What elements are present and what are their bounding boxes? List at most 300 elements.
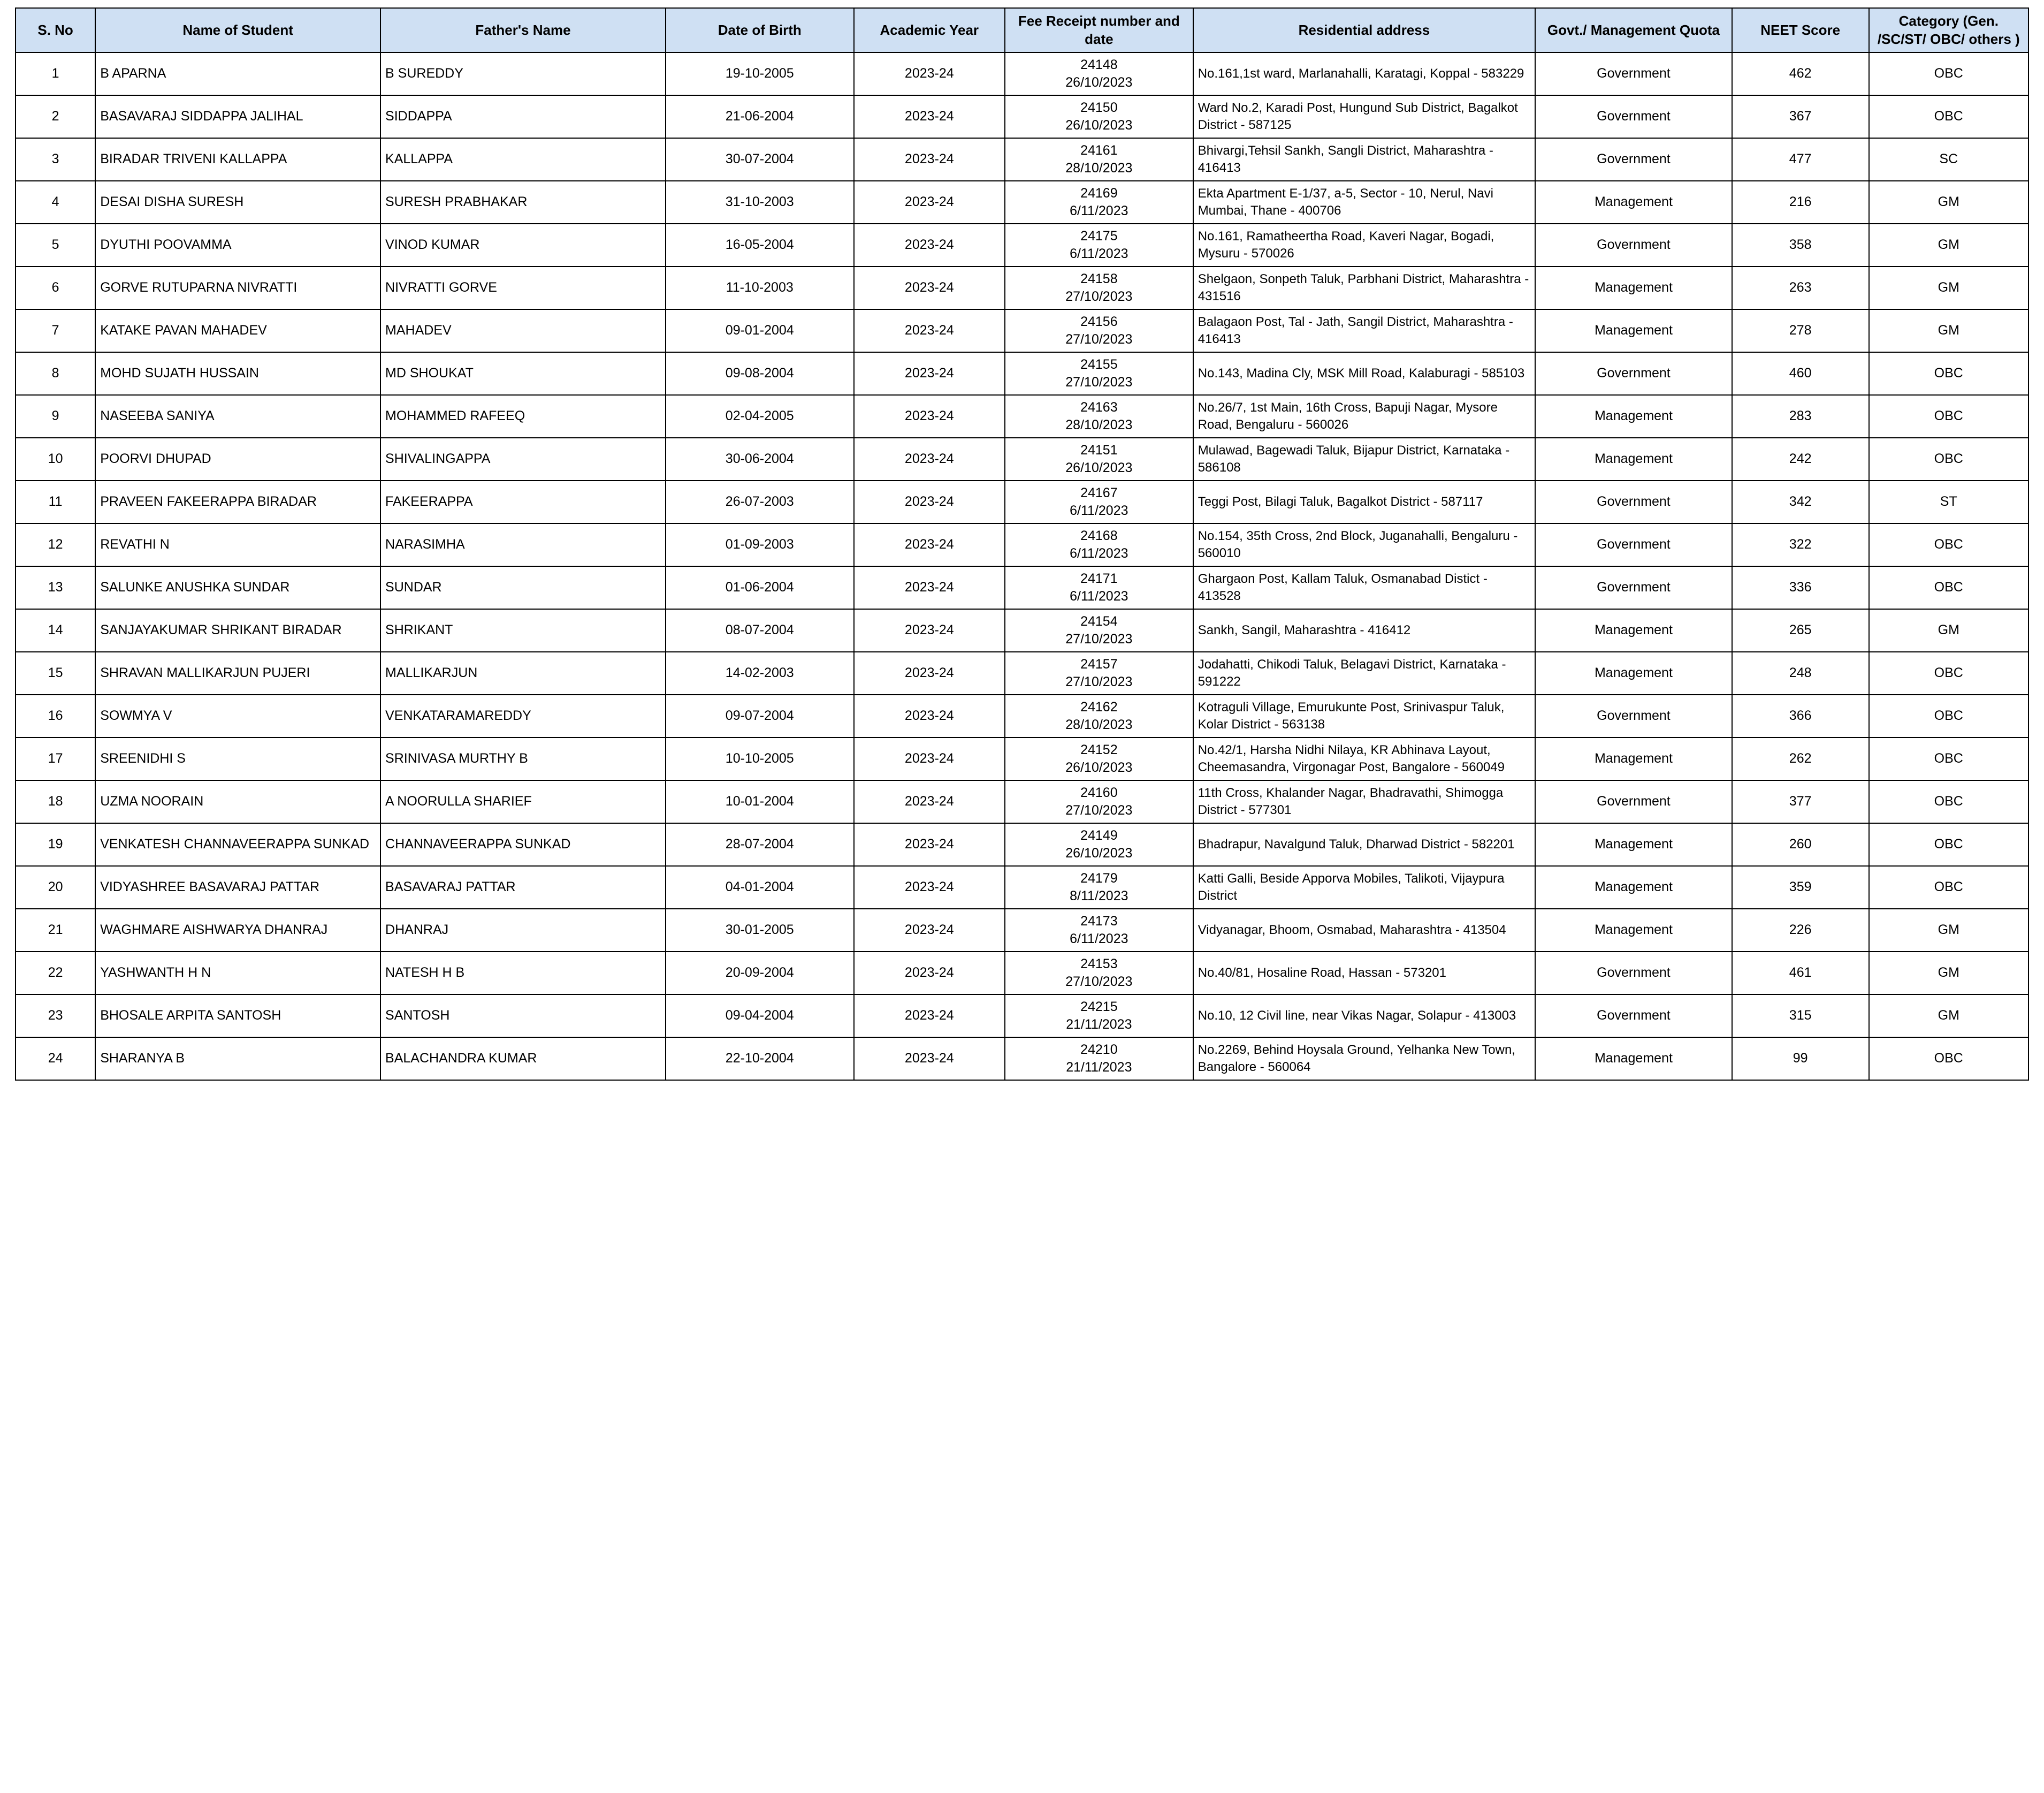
table-row <box>16 138 2028 181</box>
fee-receipt-number: 24157 <box>1080 656 1118 672</box>
cell-date-of-birth: 01-09-2003 <box>666 523 854 566</box>
cell-residential-address: Ward No.2, Karadi Post, Hungund Sub District, Bagalkot District - 587125 <box>1193 95 1535 138</box>
cell-fee-receipt <box>1005 523 1193 566</box>
cell-academic-year: 2023-24 <box>854 267 1005 309</box>
cell-academic-year: 2023-24 <box>854 609 1005 652</box>
cell-category: OBC <box>1869 866 2028 909</box>
cell-quota: Management <box>1535 866 1732 909</box>
cell-date-of-birth: 16-05-2004 <box>666 224 854 267</box>
cell-residential-address: No.154, 35th Cross, 2nd Block, Juganahalli, Bengaluru - 560010 <box>1193 523 1535 566</box>
cell-academic-year: 2023-24 <box>854 909 1005 952</box>
cell-residential-address: Teggi Post, Bilagi Taluk, Bagalkot District - 587117 <box>1193 481 1535 523</box>
cell-category: GM <box>1869 224 2028 267</box>
cell-category: OBC <box>1869 823 2028 866</box>
cell-neet-score: 262 <box>1732 738 1869 780</box>
table-row <box>16 224 2028 267</box>
cell-fee-receipt <box>1005 738 1193 780</box>
cell-student-name: MOHD SUJATH HUSSAIN <box>95 352 380 395</box>
column-header-residential-address: Residential address <box>1193 8 1535 52</box>
fee-receipt-number: 24154 <box>1080 613 1118 629</box>
cell-date-of-birth: 09-08-2004 <box>666 352 854 395</box>
cell-sno: 21 <box>16 909 95 952</box>
cell-residential-address: No.161,1st ward, Marlanahalli, Karatagi, Koppal - 583229 <box>1193 52 1535 95</box>
cell-academic-year: 2023-24 <box>854 395 1005 438</box>
cell-sno: 18 <box>16 780 95 823</box>
cell-student-name: BHOSALE ARPITA SANTOSH <box>95 994 380 1037</box>
cell-sno: 15 <box>16 652 95 695</box>
cell-student-name: POORVI DHUPAD <box>95 438 380 481</box>
column-header-neet-score: NEET Score <box>1732 8 1869 52</box>
fee-receipt-number: 24168 <box>1080 528 1118 543</box>
fee-receipt-number: 24151 <box>1080 442 1118 458</box>
cell-sno: 7 <box>16 309 95 352</box>
cell-fee-receipt <box>1005 267 1193 309</box>
column-header-category: Category (Gen. /SC/ST/ OBC/ others ) <box>1869 8 2028 52</box>
cell-student-name: PRAVEEN FAKEERAPPA BIRADAR <box>95 481 380 523</box>
cell-category: OBC <box>1869 95 2028 138</box>
cell-category: OBC <box>1869 566 2028 609</box>
cell-student-name: YASHWANTH H N <box>95 952 380 994</box>
cell-date-of-birth: 22-10-2004 <box>666 1037 854 1080</box>
cell-student-name: VIDYASHREE BASAVARAJ PATTAR <box>95 866 380 909</box>
cell-student-name: SANJAYAKUMAR SHRIKANT BIRADAR <box>95 609 380 652</box>
column-header-father-name: Father's Name <box>380 8 666 52</box>
fee-receipt-number: 24162 <box>1080 699 1118 715</box>
fee-receipt-date: 26/10/2023 <box>1065 759 1133 775</box>
cell-father-name: MAHADEV <box>380 309 666 352</box>
cell-neet-score: 461 <box>1732 952 1869 994</box>
cell-quota: Management <box>1535 395 1732 438</box>
table-row <box>16 267 2028 309</box>
table-row <box>16 395 2028 438</box>
cell-fee-receipt <box>1005 952 1193 994</box>
cell-category: OBC <box>1869 523 2028 566</box>
fee-receipt-number: 24150 <box>1080 100 1118 115</box>
cell-academic-year: 2023-24 <box>854 224 1005 267</box>
cell-academic-year: 2023-24 <box>854 352 1005 395</box>
cell-residential-address: 11th Cross, Khalander Nagar, Bhadravathi, Shimogga District - 577301 <box>1193 780 1535 823</box>
student-admissions-table <box>15 7 2029 1081</box>
cell-sno: 11 <box>16 481 95 523</box>
cell-residential-address: Jodahatti, Chikodi Taluk, Belagavi District, Karnataka - 591222 <box>1193 652 1535 695</box>
cell-date-of-birth: 01-06-2004 <box>666 566 854 609</box>
cell-date-of-birth: 19-10-2005 <box>666 52 854 95</box>
cell-fee-receipt <box>1005 395 1193 438</box>
cell-academic-year: 2023-24 <box>854 566 1005 609</box>
table-row <box>16 609 2028 652</box>
fee-receipt-number: 24155 <box>1080 356 1118 372</box>
table-row <box>16 95 2028 138</box>
cell-father-name: SUNDAR <box>380 566 666 609</box>
fee-receipt-date: 21/11/2023 <box>1066 1059 1132 1075</box>
fee-receipt-date: 6/11/2023 <box>1070 203 1128 218</box>
cell-father-name: SHRIKANT <box>380 609 666 652</box>
cell-fee-receipt <box>1005 224 1193 267</box>
fee-receipt-date: 26/10/2023 <box>1065 845 1133 861</box>
cell-residential-address: Shelgaon, Sonpeth Taluk, Parbhani District, Maharashtra - 431516 <box>1193 267 1535 309</box>
cell-category: OBC <box>1869 738 2028 780</box>
cell-category: GM <box>1869 909 2028 952</box>
fee-receipt-number: 24167 <box>1080 485 1118 500</box>
cell-sno: 13 <box>16 566 95 609</box>
cell-student-name: REVATHI N <box>95 523 380 566</box>
cell-sno: 12 <box>16 523 95 566</box>
table-row <box>16 994 2028 1037</box>
cell-date-of-birth: 09-07-2004 <box>666 695 854 738</box>
cell-fee-receipt <box>1005 138 1193 181</box>
cell-academic-year: 2023-24 <box>854 481 1005 523</box>
fee-receipt-date: 6/11/2023 <box>1070 246 1128 261</box>
table-row <box>16 523 2028 566</box>
cell-father-name: FAKEERAPPA <box>380 481 666 523</box>
fee-receipt-date: 27/10/2023 <box>1065 674 1133 689</box>
cell-academic-year: 2023-24 <box>854 181 1005 224</box>
cell-category: GM <box>1869 181 2028 224</box>
fee-receipt-number: 24169 <box>1080 185 1118 201</box>
cell-neet-score: 336 <box>1732 566 1869 609</box>
cell-category: OBC <box>1869 352 2028 395</box>
table-row <box>16 309 2028 352</box>
cell-date-of-birth: 30-06-2004 <box>666 438 854 481</box>
cell-father-name: VENKATARAMAREDDY <box>380 695 666 738</box>
cell-fee-receipt <box>1005 866 1193 909</box>
cell-residential-address: No.2269, Behind Hoysala Ground, Yelhanka New Town, Bangalore - 560064 <box>1193 1037 1535 1080</box>
cell-quota: Management <box>1535 1037 1732 1080</box>
cell-student-name: SHRAVAN MALLIKARJUN PUJERI <box>95 652 380 695</box>
cell-sno: 14 <box>16 609 95 652</box>
cell-residential-address: Vidyanagar, Bhoom, Osmabad, Maharashtra - 413504 <box>1193 909 1535 952</box>
cell-category: ST <box>1869 481 2028 523</box>
cell-sno: 4 <box>16 181 95 224</box>
cell-quota: Management <box>1535 181 1732 224</box>
fee-receipt-number: 24179 <box>1080 870 1118 886</box>
cell-sno: 24 <box>16 1037 95 1080</box>
cell-sno: 5 <box>16 224 95 267</box>
cell-father-name: BASAVARAJ PATTAR <box>380 866 666 909</box>
table-row <box>16 780 2028 823</box>
cell-quota: Management <box>1535 609 1732 652</box>
cell-neet-score: 367 <box>1732 95 1869 138</box>
cell-category: GM <box>1869 267 2028 309</box>
cell-quota: Government <box>1535 994 1732 1037</box>
cell-neet-score: 460 <box>1732 352 1869 395</box>
cell-student-name: WAGHMARE AISHWARYA DHANRAJ <box>95 909 380 952</box>
cell-fee-receipt <box>1005 352 1193 395</box>
cell-residential-address: Katti Galli, Beside Apporva Mobiles, Talikoti, Vijaypura District <box>1193 866 1535 909</box>
cell-sno: 19 <box>16 823 95 866</box>
cell-student-name: GORVE RUTUPARNA NIVRATTI <box>95 267 380 309</box>
cell-student-name: BASAVARAJ SIDDAPPA JALIHAL <box>95 95 380 138</box>
column-header-fee-receipt: Fee Receipt number and date <box>1005 8 1193 52</box>
table-row <box>16 52 2028 95</box>
table-row <box>16 866 2028 909</box>
cell-student-name: UZMA NOORAIN <box>95 780 380 823</box>
cell-date-of-birth: 30-07-2004 <box>666 138 854 181</box>
cell-date-of-birth: 09-01-2004 <box>666 309 854 352</box>
fee-receipt-date: 27/10/2023 <box>1065 288 1133 304</box>
table-row <box>16 652 2028 695</box>
cell-sno: 1 <box>16 52 95 95</box>
cell-student-name: SALUNKE ANUSHKA SUNDAR <box>95 566 380 609</box>
cell-neet-score: 242 <box>1732 438 1869 481</box>
cell-fee-receipt <box>1005 95 1193 138</box>
fee-receipt-number: 24163 <box>1080 399 1118 415</box>
cell-academic-year: 2023-24 <box>854 1037 1005 1080</box>
cell-neet-score: 315 <box>1732 994 1869 1037</box>
cell-student-name: SOWMYA V <box>95 695 380 738</box>
cell-sno: 6 <box>16 267 95 309</box>
cell-quota: Government <box>1535 481 1732 523</box>
cell-category: OBC <box>1869 695 2028 738</box>
cell-date-of-birth: 28-07-2004 <box>666 823 854 866</box>
cell-father-name: SHIVALINGAPPA <box>380 438 666 481</box>
cell-neet-score: 322 <box>1732 523 1869 566</box>
cell-residential-address: No.26/7, 1st Main, 16th Cross, Bapuji Nagar, Mysore Road, Bengaluru - 560026 <box>1193 395 1535 438</box>
cell-date-of-birth: 02-04-2005 <box>666 395 854 438</box>
fee-receipt-number: 24171 <box>1080 571 1118 586</box>
cell-father-name: DHANRAJ <box>380 909 666 952</box>
cell-quota: Government <box>1535 780 1732 823</box>
cell-father-name: SIDDAPPA <box>380 95 666 138</box>
cell-quota: Management <box>1535 267 1732 309</box>
cell-father-name: MD SHOUKAT <box>380 352 666 395</box>
fee-receipt-date: 6/11/2023 <box>1070 545 1128 561</box>
cell-residential-address: No.10, 12 Civil line, near Vikas Nagar, Solapur - 413003 <box>1193 994 1535 1037</box>
cell-academic-year: 2023-24 <box>854 738 1005 780</box>
table-row <box>16 952 2028 994</box>
fee-receipt-date: 28/10/2023 <box>1065 160 1133 176</box>
cell-father-name: CHANNAVEERAPPA SUNKAD <box>380 823 666 866</box>
cell-academic-year: 2023-24 <box>854 138 1005 181</box>
cell-student-name: SHARANYA B <box>95 1037 380 1080</box>
cell-fee-receipt <box>1005 481 1193 523</box>
cell-residential-address: No.161, Ramatheertha Road, Kaveri Nagar, Bogadi, Mysuru - 570026 <box>1193 224 1535 267</box>
cell-sno: 10 <box>16 438 95 481</box>
cell-academic-year: 2023-24 <box>854 823 1005 866</box>
table-row <box>16 566 2028 609</box>
fee-receipt-date: 27/10/2023 <box>1065 802 1133 818</box>
cell-residential-address: Bhadrapur, Navalgund Taluk, Dharwad District - 582201 <box>1193 823 1535 866</box>
cell-date-of-birth: 04-01-2004 <box>666 866 854 909</box>
fee-receipt-number: 24149 <box>1080 827 1118 843</box>
cell-residential-address: Ekta Apartment E-1/37, a-5, Sector - 10, Nerul, Navi Mumbai, Thane - 400706 <box>1193 181 1535 224</box>
fee-receipt-number: 24215 <box>1080 999 1118 1014</box>
cell-date-of-birth: 09-04-2004 <box>666 994 854 1037</box>
fee-receipt-date: 26/10/2023 <box>1065 74 1133 90</box>
cell-quota: Government <box>1535 566 1732 609</box>
cell-quota: Government <box>1535 352 1732 395</box>
cell-sno: 8 <box>16 352 95 395</box>
cell-category: OBC <box>1869 1037 2028 1080</box>
cell-residential-address: Mulawad, Bagewadi Taluk, Bijapur District, Karnataka - 586108 <box>1193 438 1535 481</box>
cell-neet-score: 278 <box>1732 309 1869 352</box>
cell-residential-address: Balagaon Post, Tal - Jath, Sangil District, Maharashtra - 416413 <box>1193 309 1535 352</box>
cell-academic-year: 2023-24 <box>854 523 1005 566</box>
cell-academic-year: 2023-24 <box>854 866 1005 909</box>
cell-sno: 23 <box>16 994 95 1037</box>
table-header <box>16 8 2028 52</box>
fee-receipt-date: 27/10/2023 <box>1065 974 1133 989</box>
cell-neet-score: 265 <box>1732 609 1869 652</box>
fee-receipt-number: 24156 <box>1080 314 1118 329</box>
table-row <box>16 1037 2028 1080</box>
table-row <box>16 181 2028 224</box>
table-row <box>16 738 2028 780</box>
cell-student-name: VENKATESH CHANNAVEERAPPA SUNKAD <box>95 823 380 866</box>
fee-receipt-date: 28/10/2023 <box>1065 717 1133 732</box>
cell-academic-year: 2023-24 <box>854 994 1005 1037</box>
cell-academic-year: 2023-24 <box>854 780 1005 823</box>
cell-residential-address: Kotraguli Village, Emurukunte Post, Srinivaspur Taluk, Kolar District - 563138 <box>1193 695 1535 738</box>
cell-student-name: NASEEBA SANIYA <box>95 395 380 438</box>
cell-academic-year: 2023-24 <box>854 652 1005 695</box>
cell-neet-score: 248 <box>1732 652 1869 695</box>
cell-student-name: DESAI DISHA SURESH <box>95 181 380 224</box>
cell-fee-receipt <box>1005 52 1193 95</box>
cell-father-name: VINOD KUMAR <box>380 224 666 267</box>
cell-fee-receipt <box>1005 181 1193 224</box>
cell-quota: Government <box>1535 224 1732 267</box>
cell-student-name: B APARNA <box>95 52 380 95</box>
fee-receipt-number: 24175 <box>1080 228 1118 244</box>
cell-student-name: DYUTHI POOVAMMA <box>95 224 380 267</box>
cell-residential-address: Ghargaon Post, Kallam Taluk, Osmanabad Distict - 413528 <box>1193 566 1535 609</box>
column-header-academic-year: Academic Year <box>854 8 1005 52</box>
cell-quota: Government <box>1535 95 1732 138</box>
cell-category: OBC <box>1869 652 2028 695</box>
cell-fee-receipt <box>1005 1037 1193 1080</box>
cell-father-name: NIVRATTI GORVE <box>380 267 666 309</box>
cell-sno: 17 <box>16 738 95 780</box>
cell-academic-year: 2023-24 <box>854 52 1005 95</box>
cell-father-name: MALLIKARJUN <box>380 652 666 695</box>
cell-academic-year: 2023-24 <box>854 438 1005 481</box>
cell-date-of-birth: 21-06-2004 <box>666 95 854 138</box>
table-row <box>16 909 2028 952</box>
fee-receipt-date: 6/11/2023 <box>1070 588 1128 604</box>
cell-neet-score: 342 <box>1732 481 1869 523</box>
cell-father-name: B SUREDDY <box>380 52 666 95</box>
cell-category: SC <box>1869 138 2028 181</box>
cell-residential-address: No.40/81, Hosaline Road, Hassan - 573201 <box>1193 952 1535 994</box>
cell-quota: Government <box>1535 52 1732 95</box>
cell-category: GM <box>1869 609 2028 652</box>
cell-quota: Government <box>1535 952 1732 994</box>
fee-receipt-number: 24173 <box>1080 913 1118 929</box>
cell-category: GM <box>1869 309 2028 352</box>
table-row <box>16 823 2028 866</box>
table-row <box>16 481 2028 523</box>
column-header-student-name: Name of Student <box>95 8 380 52</box>
cell-student-name: SREENIDHI S <box>95 738 380 780</box>
cell-academic-year: 2023-24 <box>854 695 1005 738</box>
cell-father-name: NATESH H B <box>380 952 666 994</box>
cell-sno: 9 <box>16 395 95 438</box>
cell-fee-receipt <box>1005 909 1193 952</box>
cell-academic-year: 2023-24 <box>854 309 1005 352</box>
fee-receipt-date: 6/11/2023 <box>1070 931 1128 946</box>
cell-category: OBC <box>1869 395 2028 438</box>
cell-category: OBC <box>1869 780 2028 823</box>
cell-residential-address: No.42/1, Harsha Nidhi Nilaya, KR Abhinava Layout, Cheemasandra, Virgonagar Post, Bangalore - 560049 <box>1193 738 1535 780</box>
cell-sno: 16 <box>16 695 95 738</box>
fee-receipt-date: 27/10/2023 <box>1065 631 1133 647</box>
cell-academic-year: 2023-24 <box>854 952 1005 994</box>
cell-date-of-birth: 26-07-2003 <box>666 481 854 523</box>
cell-neet-score: 216 <box>1732 181 1869 224</box>
table-row <box>16 695 2028 738</box>
cell-date-of-birth: 11-10-2003 <box>666 267 854 309</box>
cell-fee-receipt <box>1005 780 1193 823</box>
cell-student-name: KATAKE PAVAN MAHADEV <box>95 309 380 352</box>
cell-category: GM <box>1869 994 2028 1037</box>
fee-receipt-number: 24153 <box>1080 956 1118 971</box>
fee-receipt-date: 6/11/2023 <box>1070 503 1128 518</box>
cell-quota: Government <box>1535 138 1732 181</box>
cell-neet-score: 359 <box>1732 866 1869 909</box>
fee-receipt-date: 21/11/2023 <box>1066 1016 1132 1032</box>
cell-father-name: SANTOSH <box>380 994 666 1037</box>
cell-date-of-birth: 14-02-2003 <box>666 652 854 695</box>
cell-quota: Management <box>1535 309 1732 352</box>
cell-residential-address: Sankh, Sangil, Maharashtra - 416412 <box>1193 609 1535 652</box>
cell-residential-address: Bhivargi,Tehsil Sankh, Sangli District, Maharashtra - 416413 <box>1193 138 1535 181</box>
table-row <box>16 438 2028 481</box>
cell-father-name: MOHAMMED RAFEEQ <box>380 395 666 438</box>
fee-receipt-date: 26/10/2023 <box>1065 460 1133 475</box>
cell-quota: Government <box>1535 523 1732 566</box>
cell-fee-receipt <box>1005 438 1193 481</box>
cell-date-of-birth: 20-09-2004 <box>666 952 854 994</box>
cell-father-name: A NOORULLA SHARIEF <box>380 780 666 823</box>
fee-receipt-date: 27/10/2023 <box>1065 331 1133 347</box>
cell-neet-score: 462 <box>1732 52 1869 95</box>
cell-category: OBC <box>1869 52 2028 95</box>
cell-father-name: BALACHANDRA KUMAR <box>380 1037 666 1080</box>
cell-date-of-birth: 10-01-2004 <box>666 780 854 823</box>
fee-receipt-number: 24210 <box>1080 1042 1118 1057</box>
cell-neet-score: 358 <box>1732 224 1869 267</box>
cell-date-of-birth: 31-10-2003 <box>666 181 854 224</box>
cell-father-name: SURESH PRABHAKAR <box>380 181 666 224</box>
fee-receipt-number: 24148 <box>1080 57 1118 72</box>
table-header-row <box>16 8 2028 52</box>
cell-date-of-birth: 08-07-2004 <box>666 609 854 652</box>
cell-residential-address: No.143, Madina Cly, MSK Mill Road, Kalaburagi - 585103 <box>1193 352 1535 395</box>
table-body <box>16 52 2028 1080</box>
cell-sno: 2 <box>16 95 95 138</box>
cell-sno: 20 <box>16 866 95 909</box>
cell-sno: 22 <box>16 952 95 994</box>
cell-neet-score: 226 <box>1732 909 1869 952</box>
cell-fee-receipt <box>1005 609 1193 652</box>
cell-neet-score: 99 <box>1732 1037 1869 1080</box>
cell-quota: Management <box>1535 652 1732 695</box>
column-header-sno: S. No <box>16 8 95 52</box>
fee-receipt-number: 24161 <box>1080 142 1118 158</box>
cell-fee-receipt <box>1005 994 1193 1037</box>
fee-receipt-number: 24158 <box>1080 271 1118 286</box>
cell-quota: Management <box>1535 438 1732 481</box>
cell-neet-score: 366 <box>1732 695 1869 738</box>
cell-neet-score: 377 <box>1732 780 1869 823</box>
cell-father-name: KALLAPPA <box>380 138 666 181</box>
cell-quota: Government <box>1535 695 1732 738</box>
cell-date-of-birth: 30-01-2005 <box>666 909 854 952</box>
cell-academic-year: 2023-24 <box>854 95 1005 138</box>
column-header-quota: Govt./ Management Quota <box>1535 8 1732 52</box>
fee-receipt-number: 24160 <box>1080 785 1118 800</box>
